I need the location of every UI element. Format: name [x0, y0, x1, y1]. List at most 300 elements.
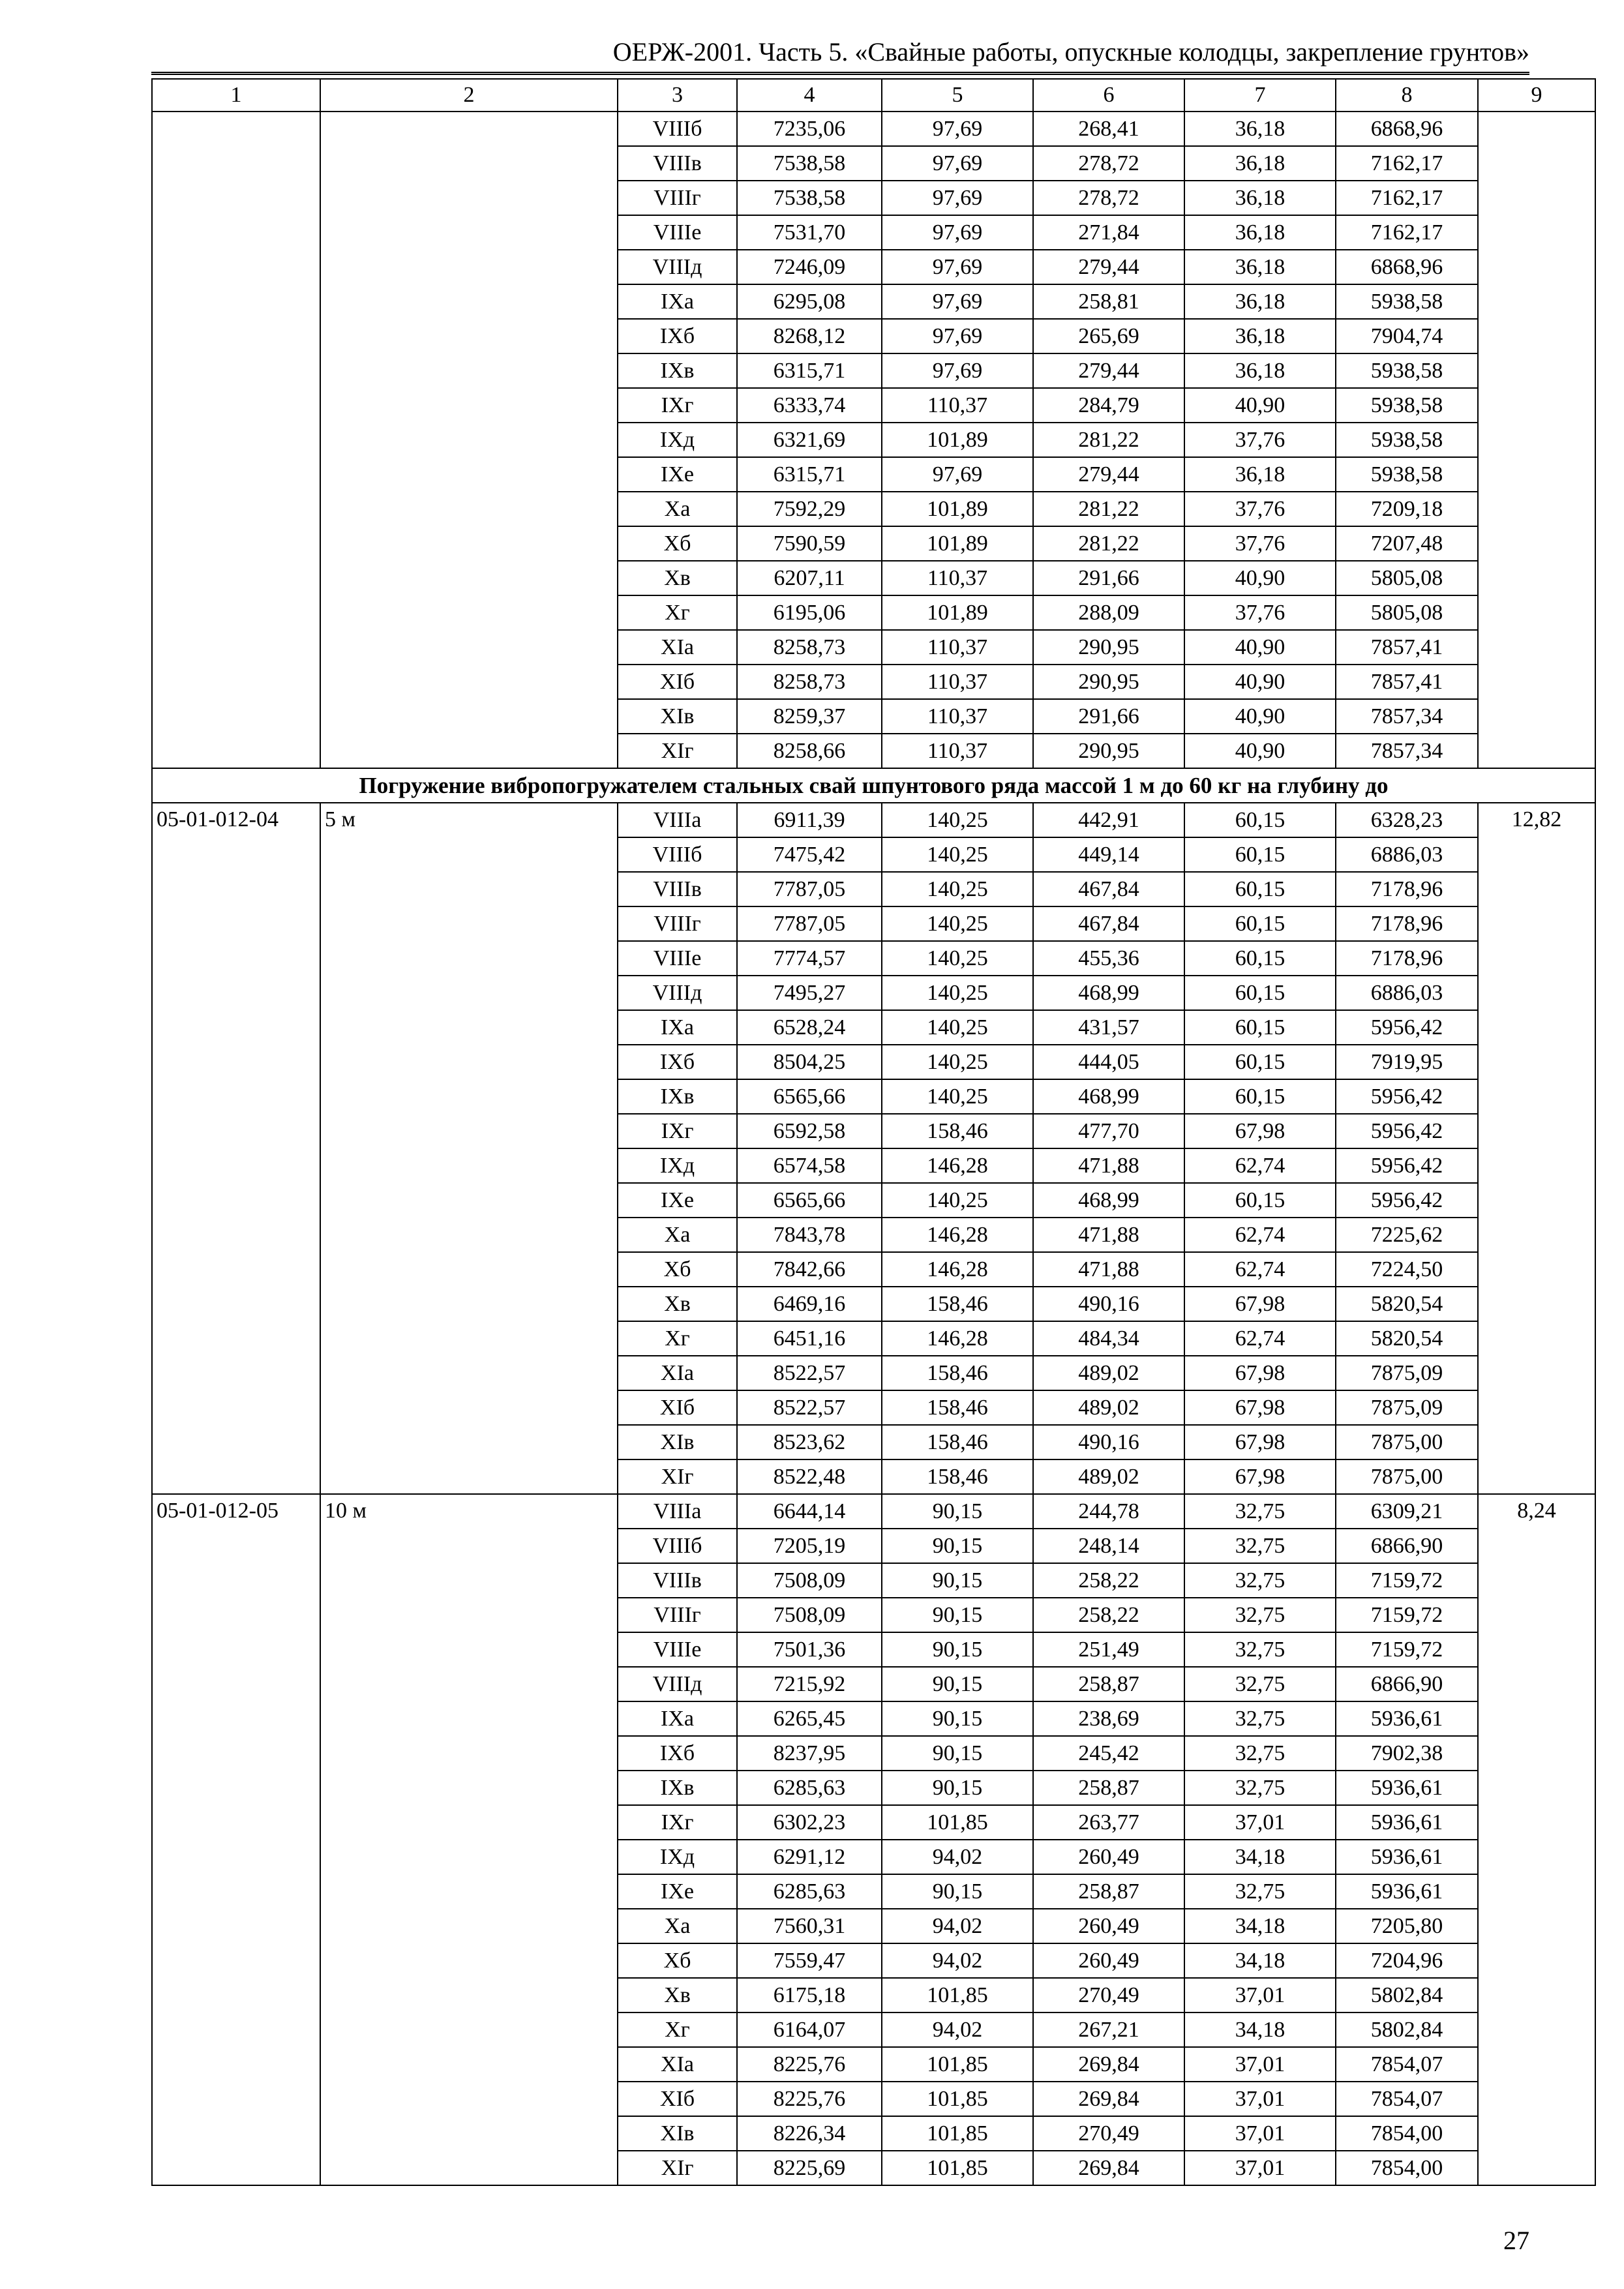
value-cell: 5938,58 — [1336, 388, 1478, 423]
value-cell: 6315,71 — [737, 457, 882, 492]
value-cell: 6565,66 — [737, 1079, 882, 1114]
soil-class-cell: VIIIг — [618, 1598, 737, 1632]
value-cell: 288,09 — [1033, 595, 1184, 630]
value-cell: 290,95 — [1033, 665, 1184, 699]
depth-cell: 10 м — [320, 1494, 618, 2185]
value-cell: 101,85 — [882, 1978, 1033, 2012]
table-body — [152, 112, 1595, 2185]
value-cell: 7875,00 — [1336, 1459, 1478, 1494]
value-cell: 442,91 — [1033, 803, 1184, 837]
value-cell: 258,81 — [1033, 284, 1184, 319]
value-cell: 7215,92 — [737, 1667, 882, 1701]
value-cell: 97,69 — [882, 215, 1033, 250]
soil-class-cell: Xб — [618, 1943, 737, 1978]
value-cell: 37,01 — [1184, 1978, 1336, 2012]
value-cell: 270,49 — [1033, 1978, 1184, 2012]
value-cell: 5936,61 — [1336, 1874, 1478, 1909]
value-cell: 140,25 — [882, 837, 1033, 872]
value-cell: 281,22 — [1033, 492, 1184, 526]
value-cell: 7559,47 — [737, 1943, 882, 1978]
value-cell: 269,84 — [1033, 2047, 1184, 2082]
value-cell: 5938,58 — [1336, 284, 1478, 319]
value-cell: 268,41 — [1033, 112, 1184, 146]
value-cell: 270,49 — [1033, 2116, 1184, 2151]
soil-class-cell: XIв — [618, 1425, 737, 1459]
value-cell: 8225,69 — [737, 2151, 882, 2185]
value-cell: 7178,96 — [1336, 906, 1478, 941]
value-cell: 101,85 — [882, 2082, 1033, 2116]
value-cell: 146,28 — [882, 1252, 1033, 1287]
soil-class-cell: XIб — [618, 665, 737, 699]
value-cell: 94,02 — [882, 1943, 1033, 1978]
value-cell: 8225,76 — [737, 2082, 882, 2116]
value-cell: 158,46 — [882, 1390, 1033, 1425]
value-cell: 6565,66 — [737, 1183, 882, 1218]
value-cell: 489,02 — [1033, 1356, 1184, 1390]
column-header: 4 — [737, 79, 882, 112]
value-cell: 158,46 — [882, 1114, 1033, 1148]
soil-class-cell: XIа — [618, 2047, 737, 2082]
value-cell: 5820,54 — [1336, 1321, 1478, 1356]
value-cell: 158,46 — [882, 1356, 1033, 1390]
value-cell: 140,25 — [882, 1183, 1033, 1218]
value-cell: 6868,96 — [1336, 112, 1478, 146]
value-cell: 471,88 — [1033, 1148, 1184, 1183]
value-cell: 7854,07 — [1336, 2047, 1478, 2082]
value-cell: 468,99 — [1033, 1183, 1184, 1218]
value-cell: 278,72 — [1033, 146, 1184, 181]
value-cell: 7875,00 — [1336, 1425, 1478, 1459]
value-cell: 5936,61 — [1336, 1840, 1478, 1874]
value-cell: 7178,96 — [1336, 941, 1478, 976]
soil-class-cell: XIа — [618, 1356, 737, 1390]
value-cell: 244,78 — [1033, 1494, 1184, 1529]
column-header: 9 — [1478, 79, 1595, 112]
value-cell: 110,37 — [882, 388, 1033, 423]
depth-cell: 5 м — [320, 803, 618, 1494]
value-cell: 37,76 — [1184, 492, 1336, 526]
value-cell: 6451,16 — [737, 1321, 882, 1356]
value-cell: 90,15 — [882, 1632, 1033, 1667]
value-cell: 6285,63 — [737, 1771, 882, 1805]
soil-class-cell: VIIIд — [618, 1667, 737, 1701]
value-cell: 5938,58 — [1336, 423, 1478, 457]
section-title: Погружение вибропогружателем стальных свай шпунтового ряда массой 1 м до 60 кг на глубину до — [152, 768, 1595, 803]
value-cell: 260,49 — [1033, 1909, 1184, 1943]
soil-class-cell: VIIIв — [618, 146, 737, 181]
soil-class-cell: Xа — [618, 492, 737, 526]
soil-class-cell: Xа — [618, 1909, 737, 1943]
value-cell: 110,37 — [882, 734, 1033, 768]
value-cell: 263,77 — [1033, 1805, 1184, 1840]
value-cell: 8504,25 — [737, 1045, 882, 1079]
value-cell: 40,90 — [1184, 630, 1336, 665]
value-cell: 278,72 — [1033, 181, 1184, 215]
value-cell: 251,49 — [1033, 1632, 1184, 1667]
column-header: 8 — [1336, 79, 1478, 112]
value-cell: 62,74 — [1184, 1321, 1336, 1356]
value-cell: 32,75 — [1184, 1874, 1336, 1909]
page-number: 27 — [1503, 2226, 1529, 2255]
value-cell: 67,98 — [1184, 1287, 1336, 1321]
value-cell: 6528,24 — [737, 1010, 882, 1045]
value-cell: 489,02 — [1033, 1459, 1184, 1494]
value-cell: 7205,19 — [737, 1529, 882, 1563]
value-cell: 5956,42 — [1336, 1010, 1478, 1045]
value-cell: 101,85 — [882, 1805, 1033, 1840]
value-cell: 6207,11 — [737, 561, 882, 595]
value-cell: 7875,09 — [1336, 1390, 1478, 1425]
value-cell: 67,98 — [1184, 1356, 1336, 1390]
value-cell: 5956,42 — [1336, 1114, 1478, 1148]
table-row — [152, 1494, 1595, 1529]
value-cell: 90,15 — [882, 1529, 1033, 1563]
value-cell: 477,70 — [1033, 1114, 1184, 1148]
soil-class-cell: VIIIб — [618, 837, 737, 872]
value-cell: 110,37 — [882, 630, 1033, 665]
value-cell: 265,69 — [1033, 319, 1184, 353]
value-cell: 101,85 — [882, 2151, 1033, 2185]
value-cell: 431,57 — [1033, 1010, 1184, 1045]
value-cell: 238,69 — [1033, 1701, 1184, 1736]
soil-class-cell: Xб — [618, 526, 737, 561]
value-cell: 467,84 — [1033, 906, 1184, 941]
value-cell: 279,44 — [1033, 457, 1184, 492]
value-cell: 67,98 — [1184, 1425, 1336, 1459]
value-cell: 158,46 — [882, 1425, 1033, 1459]
value-cell: 7854,07 — [1336, 2082, 1478, 2116]
value-cell: 258,22 — [1033, 1563, 1184, 1598]
soil-class-cell: IXе — [618, 1183, 737, 1218]
value-cell: 5805,08 — [1336, 561, 1478, 595]
value-cell: 7904,74 — [1336, 319, 1478, 353]
value-cell: 8258,66 — [737, 734, 882, 768]
value-cell: 281,22 — [1033, 423, 1184, 457]
rate-code-cell — [152, 112, 320, 768]
value-cell: 7475,42 — [737, 837, 882, 872]
value-cell: 6265,45 — [737, 1701, 882, 1736]
value-cell: 471,88 — [1033, 1252, 1184, 1287]
soil-class-cell: IXд — [618, 423, 737, 457]
soil-class-cell: IXб — [618, 1736, 737, 1771]
soil-class-cell: IXб — [618, 1045, 737, 1079]
value-cell: 37,76 — [1184, 595, 1336, 630]
value-cell: 7857,34 — [1336, 734, 1478, 768]
value-cell: 7842,66 — [737, 1252, 882, 1287]
value-cell: 101,89 — [882, 526, 1033, 561]
value-cell: 60,15 — [1184, 906, 1336, 941]
soil-class-cell: IXа — [618, 1701, 737, 1736]
value-cell: 158,46 — [882, 1287, 1033, 1321]
value-cell: 146,28 — [882, 1148, 1033, 1183]
soil-class-cell: XIа — [618, 630, 737, 665]
value-cell: 258,87 — [1033, 1667, 1184, 1701]
page-header: ОЕРЖ-2001. Часть 5. «Свайные работы, опускные колодцы, закрепление грунтов» — [151, 37, 1529, 75]
column-header: 6 — [1033, 79, 1184, 112]
value-cell: 444,05 — [1033, 1045, 1184, 1079]
soil-class-cell: IXа — [618, 284, 737, 319]
value-cell: 97,69 — [882, 112, 1033, 146]
value-cell: 6868,96 — [1336, 250, 1478, 284]
value-cell: 36,18 — [1184, 146, 1336, 181]
value-cell: 62,74 — [1184, 1252, 1336, 1287]
value-cell: 6469,16 — [737, 1287, 882, 1321]
soil-class-cell: IXв — [618, 1771, 737, 1805]
value-cell: 90,15 — [882, 1563, 1033, 1598]
value-cell: 34,18 — [1184, 1909, 1336, 1943]
soil-class-cell: Xв — [618, 1287, 737, 1321]
value-cell: 7159,72 — [1336, 1563, 1478, 1598]
value-cell: 5936,61 — [1336, 1701, 1478, 1736]
value-cell: 7902,38 — [1336, 1736, 1478, 1771]
value-cell: 260,49 — [1033, 1840, 1184, 1874]
value-cell: 6592,58 — [737, 1114, 882, 1148]
value-cell: 7875,09 — [1336, 1356, 1478, 1390]
soil-class-cell: VIIIа — [618, 1494, 737, 1529]
value-cell: 7538,58 — [737, 181, 882, 215]
value-cell: 5802,84 — [1336, 2012, 1478, 2047]
value-cell: 8258,73 — [737, 630, 882, 665]
value-cell: 271,84 — [1033, 215, 1184, 250]
soil-class-cell: IXб — [618, 319, 737, 353]
value-cell: 7590,59 — [737, 526, 882, 561]
value-cell: 7787,05 — [737, 906, 882, 941]
value-cell: 94,02 — [882, 1840, 1033, 1874]
soil-class-cell: VIIIе — [618, 215, 737, 250]
soil-class-cell: VIIIб — [618, 1529, 737, 1563]
value-cell: 258,22 — [1033, 1598, 1184, 1632]
value-cell: 8259,37 — [737, 699, 882, 734]
value-cell: 60,15 — [1184, 872, 1336, 906]
value-cell: 5956,42 — [1336, 1079, 1478, 1114]
value-cell: 32,75 — [1184, 1529, 1336, 1563]
value-cell: 36,18 — [1184, 215, 1336, 250]
value-cell: 7843,78 — [737, 1218, 882, 1252]
value-cell: 7235,06 — [737, 112, 882, 146]
soil-class-cell: XIв — [618, 2116, 737, 2151]
value-cell: 32,75 — [1184, 1736, 1336, 1771]
value-cell: 8522,48 — [737, 1459, 882, 1494]
soil-class-cell: Xв — [618, 561, 737, 595]
value-cell: 37,76 — [1184, 423, 1336, 457]
table-row — [152, 803, 1595, 837]
column-number-row — [152, 79, 1595, 112]
value-cell: 36,18 — [1184, 181, 1336, 215]
soil-class-cell: Xв — [618, 1978, 737, 2012]
value-cell: 60,15 — [1184, 803, 1336, 837]
value-cell: 7495,27 — [737, 976, 882, 1010]
soil-class-cell: IXв — [618, 1079, 737, 1114]
value-cell: 7501,36 — [737, 1632, 882, 1667]
value-cell: 5805,08 — [1336, 595, 1478, 630]
value-cell: 7204,96 — [1336, 1943, 1478, 1978]
soil-class-cell: XIг — [618, 2151, 737, 2185]
value-cell: 90,15 — [882, 1701, 1033, 1736]
value-cell: 6886,03 — [1336, 837, 1478, 872]
value-cell: 140,25 — [882, 872, 1033, 906]
rate-code-cell: 05-01-012-05 — [152, 1494, 320, 2185]
value-cell: 110,37 — [882, 561, 1033, 595]
soil-class-cell: IXг — [618, 388, 737, 423]
value-cell: 97,69 — [882, 250, 1033, 284]
rate-code-cell: 05-01-012-04 — [152, 803, 320, 1494]
value-cell: 248,14 — [1033, 1529, 1184, 1563]
value-cell: 36,18 — [1184, 284, 1336, 319]
value-cell: 6321,69 — [737, 423, 882, 457]
value-cell: 7560,31 — [737, 1909, 882, 1943]
value-cell: 97,69 — [882, 181, 1033, 215]
value-cell: 5936,61 — [1336, 1805, 1478, 1840]
section-title-row — [152, 768, 1595, 803]
value-cell: 5820,54 — [1336, 1287, 1478, 1321]
value-cell: 36,18 — [1184, 353, 1336, 388]
value-cell: 97,69 — [882, 353, 1033, 388]
value-cell: 5802,84 — [1336, 1978, 1478, 2012]
value-cell: 269,84 — [1033, 2082, 1184, 2116]
value-cell: 62,74 — [1184, 1218, 1336, 1252]
value-cell: 5938,58 — [1336, 353, 1478, 388]
value-cell: 6175,18 — [737, 1978, 882, 2012]
soil-class-cell: XIв — [618, 699, 737, 734]
value-cell: 60,15 — [1184, 976, 1336, 1010]
value-cell: 40,90 — [1184, 388, 1336, 423]
soil-class-cell: VIIIб — [618, 112, 737, 146]
value-cell: 6285,63 — [737, 1874, 882, 1909]
value-cell: 40,90 — [1184, 665, 1336, 699]
value-cell: 146,28 — [882, 1218, 1033, 1252]
value-cell: 36,18 — [1184, 319, 1336, 353]
value-cell: 60,15 — [1184, 1079, 1336, 1114]
soil-class-cell: XIб — [618, 1390, 737, 1425]
soil-class-cell: VIIIв — [618, 1563, 737, 1598]
soil-class-cell: IXг — [618, 1805, 737, 1840]
value-cell: 37,01 — [1184, 2082, 1336, 2116]
soil-class-cell: IXв — [618, 353, 737, 388]
value-cell: 32,75 — [1184, 1771, 1336, 1805]
value-cell: 97,69 — [882, 457, 1033, 492]
value-cell: 6295,08 — [737, 284, 882, 319]
value-cell: 37,76 — [1184, 526, 1336, 561]
value-cell: 6574,58 — [737, 1148, 882, 1183]
value-cell: 6195,06 — [737, 595, 882, 630]
soil-class-cell: VIIIд — [618, 976, 737, 1010]
value-cell: 6644,14 — [737, 1494, 882, 1529]
value-cell: 40,90 — [1184, 699, 1336, 734]
value-cell: 90,15 — [882, 1874, 1033, 1909]
value-cell: 34,18 — [1184, 2012, 1336, 2047]
value-cell: 7178,96 — [1336, 872, 1478, 906]
soil-class-cell: IXд — [618, 1840, 737, 1874]
value-cell: 90,15 — [882, 1494, 1033, 1529]
value-cell: 60,15 — [1184, 1045, 1336, 1079]
value-cell: 101,89 — [882, 423, 1033, 457]
value-cell: 8226,34 — [737, 2116, 882, 2151]
value-cell: 62,74 — [1184, 1148, 1336, 1183]
value-cell: 140,25 — [882, 976, 1033, 1010]
value-cell: 7162,17 — [1336, 215, 1478, 250]
soil-class-cell: VIIIе — [618, 941, 737, 976]
value-cell: 468,99 — [1033, 976, 1184, 1010]
value-cell: 6333,74 — [737, 388, 882, 423]
value-cell: 158,46 — [882, 1459, 1033, 1494]
value-cell: 290,95 — [1033, 630, 1184, 665]
value-cell: 34,18 — [1184, 1840, 1336, 1874]
value-cell: 60,15 — [1184, 1183, 1336, 1218]
value-cell: 140,25 — [882, 1045, 1033, 1079]
value-cell: 7592,29 — [737, 492, 882, 526]
depth-cell — [320, 112, 618, 768]
value-cell: 279,44 — [1033, 250, 1184, 284]
value-cell: 449,14 — [1033, 837, 1184, 872]
value-cell: 6164,07 — [737, 2012, 882, 2047]
soil-class-cell: VIIIе — [618, 1632, 737, 1667]
value-cell: 484,34 — [1033, 1321, 1184, 1356]
value-cell: 5956,42 — [1336, 1148, 1478, 1183]
value-cell: 140,25 — [882, 906, 1033, 941]
table-row — [152, 112, 1595, 146]
value-cell: 67,98 — [1184, 1390, 1336, 1425]
column-header: 2 — [320, 79, 618, 112]
column-header: 5 — [882, 79, 1033, 112]
value-cell: 6309,21 — [1336, 1494, 1478, 1529]
soil-class-cell: VIIIв — [618, 872, 737, 906]
value-cell: 7787,05 — [737, 872, 882, 906]
value-cell: 8268,12 — [737, 319, 882, 353]
value-cell: 90,15 — [882, 1667, 1033, 1701]
value-cell: 269,84 — [1033, 2151, 1184, 2185]
value-cell: 101,89 — [882, 595, 1033, 630]
column-header: 3 — [618, 79, 737, 112]
value-cell: 97,69 — [882, 319, 1033, 353]
value-cell: 258,87 — [1033, 1874, 1184, 1909]
value-cell: 40,90 — [1184, 561, 1336, 595]
value-cell: 7508,09 — [737, 1598, 882, 1632]
value-cell: 37,01 — [1184, 1805, 1336, 1840]
value-cell: 7508,09 — [737, 1563, 882, 1598]
value-cell: 6302,23 — [737, 1805, 882, 1840]
value-cell: 6315,71 — [737, 353, 882, 388]
value-cell: 7857,41 — [1336, 630, 1478, 665]
value-cell: 6866,90 — [1336, 1667, 1478, 1701]
soil-class-cell: VIIIг — [618, 906, 737, 941]
value-cell: 37,01 — [1184, 2116, 1336, 2151]
soil-class-cell: Xг — [618, 2012, 737, 2047]
value-cell: 97,69 — [882, 284, 1033, 319]
value-cell: 7919,95 — [1336, 1045, 1478, 1079]
soil-class-cell: IXе — [618, 457, 737, 492]
value-cell: 101,85 — [882, 2047, 1033, 2082]
soil-class-cell: XIг — [618, 734, 737, 768]
value-cell: 471,88 — [1033, 1218, 1184, 1252]
soil-class-cell: XIб — [618, 2082, 737, 2116]
value-cell: 6866,90 — [1336, 1529, 1478, 1563]
value-cell: 110,37 — [882, 699, 1033, 734]
coefficient-cell — [1478, 112, 1595, 768]
value-cell: 37,01 — [1184, 2047, 1336, 2082]
value-cell: 279,44 — [1033, 353, 1184, 388]
soil-class-cell: IXа — [618, 1010, 737, 1045]
value-cell: 32,75 — [1184, 1598, 1336, 1632]
value-cell: 8522,57 — [737, 1390, 882, 1425]
value-cell: 90,15 — [882, 1598, 1033, 1632]
value-cell: 140,25 — [882, 941, 1033, 976]
value-cell: 7159,72 — [1336, 1598, 1478, 1632]
value-cell: 7531,70 — [737, 215, 882, 250]
value-cell: 90,15 — [882, 1771, 1033, 1805]
value-cell: 32,75 — [1184, 1701, 1336, 1736]
value-cell: 7159,72 — [1336, 1632, 1478, 1667]
value-cell: 467,84 — [1033, 872, 1184, 906]
